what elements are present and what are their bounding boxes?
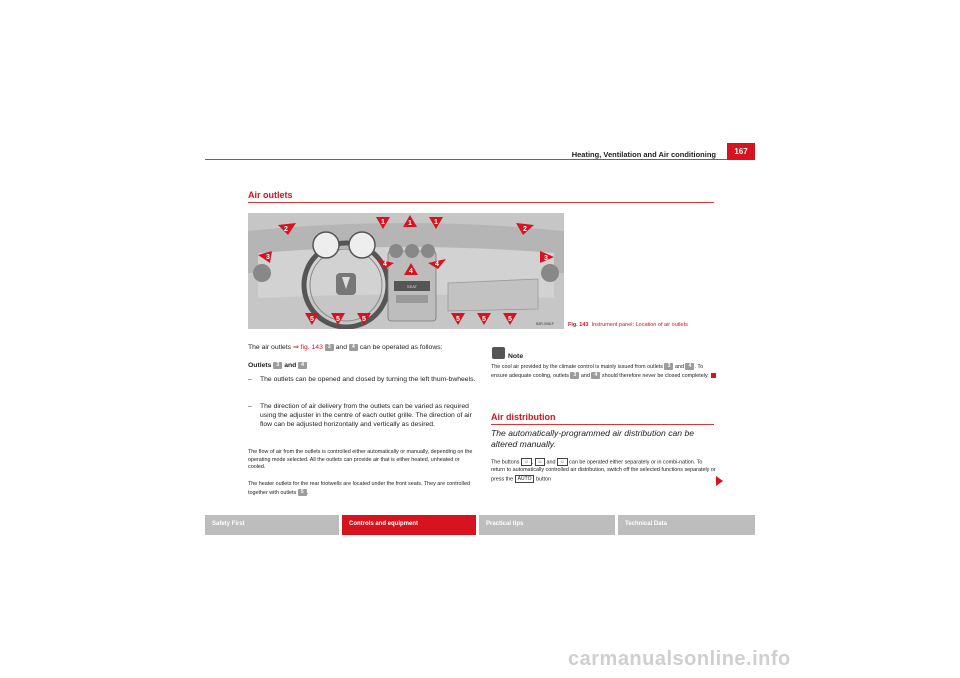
outlet-label: 1: [381, 219, 385, 226]
outlet-label: 3: [266, 254, 270, 261]
instrument-panel-figure: [248, 213, 564, 329]
outlet-badge: 5: [298, 489, 307, 496]
bullet-item: The direction of air delivery from the outlets can be varied as required using the adjuster in the centre of each outlet grille. The direction of air flow can be adjusted horizontally and vertically as desired.: [260, 403, 472, 428]
figure-caption-label: Fig. 143: [568, 322, 589, 328]
outlet-label: 5: [456, 316, 460, 323]
outlet-badge: 3: [664, 363, 673, 370]
air-distribution-text: The buttons ☼ , ♨ and ☼ can be operated either separately or in combi-nation. To return to automatically controlled air distribution, switch off the selected functions separately or press the AUTO button: [491, 459, 716, 483]
footer-tab-controls-and-equipment[interactable]: Controls and equipment: [342, 515, 476, 535]
outlet-badge: 4: [685, 363, 694, 370]
outlet-label: 1: [408, 220, 412, 227]
small-paragraph-flow: The flow of air from the outlets is controlled either automatically or manually, depending on the operating mode selected. All the outlets can provide air that is either heated, unheated or cooled.: [248, 449, 473, 471]
figure-code: B3R-0061F: [536, 322, 554, 326]
instrument-panel-drawing: [248, 213, 564, 329]
vent-button-icon: ☼: [557, 458, 568, 466]
figure-caption-text: Instrument panel: Location of air outlets: [591, 322, 688, 328]
footer-tab-practical-tips[interactable]: Practical tips: [479, 515, 615, 535]
outlet-label: 2: [523, 226, 527, 233]
outlet-label: 4: [409, 268, 413, 275]
outlet-label: 5: [310, 316, 314, 323]
section-subheading: The automatically-programmed air distribution can be altered manually.: [491, 428, 695, 449]
outlets-heading-line: Outlets 3 and 4: [248, 361, 307, 370]
small-paragraph-rear-footwells: The heater outlets for the rear footwells are located under the front seats. They are controlled together with outlets 5 .: [248, 481, 470, 496]
note-icon: [492, 347, 505, 359]
outlet-badge: 4: [591, 372, 600, 379]
footer-tab-technical-data[interactable]: Technical Data: [618, 515, 755, 535]
section-rule: [248, 202, 714, 203]
section-heading-air-outlets: Air outlets: [248, 190, 293, 200]
outlet-label: 4: [435, 261, 439, 268]
outlet-badge: 3: [273, 362, 282, 369]
figure-caption: [568, 322, 688, 328]
outlet-label: 3: [544, 255, 548, 262]
section-rule: [491, 424, 714, 425]
outlet-badge: 4: [298, 362, 307, 369]
next-page-arrow-icon[interactable]: [716, 476, 723, 486]
outlet-label: 1: [434, 219, 438, 226]
outlet-label: 4: [383, 261, 387, 268]
watermark: carmanualsonline.info: [568, 648, 791, 670]
radio-display-text: SEAT: [406, 284, 418, 289]
section-heading-air-distribution: Air distribution: [491, 412, 556, 422]
defrost-button-icon: ☼: [521, 458, 532, 466]
outlet-badge: 3: [570, 372, 579, 379]
outlet-badge: 3: [325, 344, 334, 351]
footer-tab-safety-first[interactable]: Safety First: [205, 515, 339, 535]
outlet-badge: 4: [349, 344, 358, 351]
outlet-label: 5: [336, 316, 340, 323]
section-end-icon: [711, 373, 716, 378]
note-text: The cool air provided by the climate control is mainly issued from outlets 3 and 4 . To ensure adequate cooling, outlets 3 and 4 should therefore never be closed completely.: [491, 363, 717, 380]
header-rule: [205, 159, 727, 160]
outlet-label: 2: [284, 226, 288, 233]
footwell-button-icon: ♨: [535, 458, 545, 466]
auto-button-icon: AUTO: [515, 475, 535, 483]
note-label: Note: [508, 353, 524, 360]
intro-paragraph: The air outlets ⇒ fig. 143 3 and 4 can be operated as follows:: [248, 343, 443, 351]
outlet-label: 5: [482, 316, 486, 323]
bullet-item: The outlets can be opened and closed by turning the left thum-bwheels.: [260, 376, 476, 383]
outlet-label: 5: [362, 316, 366, 323]
outlet-label: 5: [508, 316, 512, 323]
bullet-dash: –: [248, 376, 252, 383]
bullet-dash: –: [248, 403, 252, 410]
page-header-title: Heating, Ventilation and Air conditioning: [571, 150, 716, 159]
figure-reference-link[interactable]: ⇒ fig. 143: [292, 344, 323, 351]
page-number: 167: [727, 143, 755, 160]
